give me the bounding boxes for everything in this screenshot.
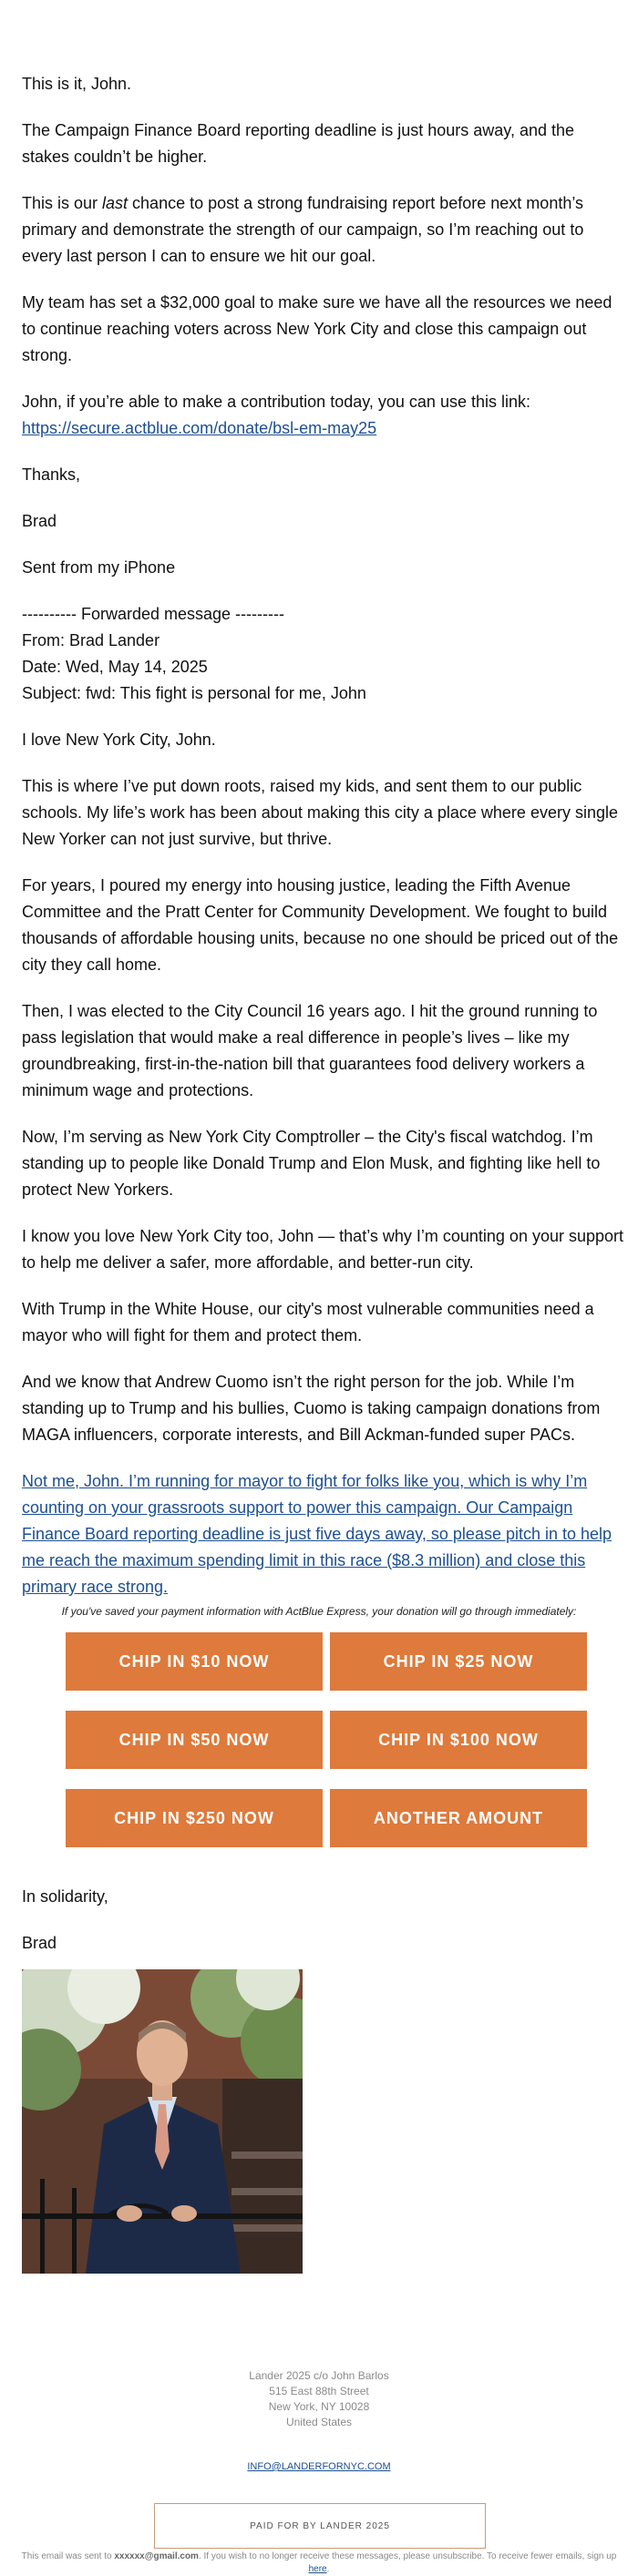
address-line: United States [285,2416,353,2428]
chip-in-25-button[interactable]: CHIP IN $25 NOW [330,1632,587,1691]
forward-subject: Subject: fwd: This fight is personal for me, John [22,684,366,702]
paragraph: I know you love New York City too, John — that’s why I’m counting on your support to help me deliver a safer, more affordable, and better-run city. [22,1227,624,1272]
forwarded-header [22,601,623,707]
appeal-link[interactable]: Not me, John. I’m running for mayor to fight for folks like you, which is why I’m counting on your grassroots support to power this campaign. Our Campaign Finance Board reporting deadline is just five days away, so please pitch in to help me reach the maximum spending limit in this race ($8.3 million) and close this primary race strong. [22,1472,612,1596]
paragraph: The Campaign Finance Board reporting deadline is just hours away, and the stakes couldn’t be higher. [22,121,575,166]
contact-email-link[interactable]: INFO@LANDERFORNYC.COM [247,2461,391,2472]
text: John, if you’re able to make a contribution today, you can use this link: [22,393,530,411]
sign-off: Thanks, [22,465,81,484]
email-body [22,71,623,1620]
closing [22,1884,108,1977]
candidate-photo-illustration [22,1969,303,2274]
chip-in-250-button[interactable]: CHIP IN $250 NOW [66,1789,323,1847]
address-line: Lander 2025 c/o John Barlos [249,2369,389,2382]
unsubscribe-note [18,2550,620,2576]
paragraph: This is where I’ve put down roots, raised my kids, and sent them to our public schools. My life’s work has been about making this city a place where every single New Yorker can not just survive, but thrive. [22,777,618,848]
recipient-email: xxxxxx@gmail.com [114,2551,199,2561]
text: This email was sent to [21,2551,115,2561]
paragraph: And we know that Andrew Cuomo isn’t the right person for the job. While I’m standing up to Trump and his bullies, Cuomo is taking campaign donations from MAGA influencers, corporate interests, and Bill Ackman-funded super PACs. [22,1373,601,1444]
paragraph [22,190,623,270]
paragraph: I love New York City, John. [22,731,216,749]
forward-date: Date: Wed, May 14, 2025 [22,658,208,676]
address-line: New York, NY 10028 [268,2400,370,2413]
signup-here-link[interactable]: here [308,2564,327,2574]
signature: Brad [22,512,57,530]
donate-link[interactable]: https://secure.actblue.com/donate/bsl-em-may25 [22,419,377,437]
emphasis: last [102,194,129,212]
text: chance to post a strong fundraising report before next month’s primary and demonstrate the strength of our campaign, so I’m reaching out to every last person I can to ensure we hit our goal. [22,194,584,265]
actblue-express-note: If you've saved your payment information with ActBlue Express, your donation will go through immediately: [61,1605,577,1618]
closing-name: Brad [22,1934,57,1952]
footer-email [0,2461,638,2472]
text: . If you wish to no longer receive these messages, please unsubscribe. To receive fewer emails, sign up [198,2551,617,2561]
paragraph: Then, I was elected to the City Council 16 years ago. I hit the ground running to pass legislation that would make a real difference in people’s lives – like my groundbreaking, first-in-the-nation bill that guarantees food delivery workers a minimum wage and protections. [22,1002,598,1099]
footer-address [0,2368,638,2430]
paragraph: Now, I’m serving as New York City Comptroller – the City's fiscal watchdog. I’m standing up to people like Donald Trump and Elon Musk, and fighting like hell to protect New Yorkers. [22,1128,601,1199]
text: This is our [22,194,103,212]
paragraph: For years, I poured my energy into housing justice, leading the Fifth Avenue Committee and the Pratt Center for Community Development. We fought to build thousands of affordable housing units, because no one should be priced out of the city they call home. [22,876,619,974]
paragraph [22,389,623,442]
chip-in-100-button[interactable]: CHIP IN $100 NOW [330,1711,587,1769]
text: . [326,2564,330,2574]
paid-for-disclaimer: PAID FOR BY LANDER 2025 [154,2503,486,2549]
solidarity: In solidarity, [22,1887,108,1906]
another-amount-button[interactable]: ANOTHER AMOUNT [330,1789,587,1847]
forward-divider: ---------- Forwarded message --------- [22,605,284,623]
candidate-photo [22,1969,303,2274]
chip-in-10-button[interactable]: CHIP IN $10 NOW [66,1632,323,1691]
paragraph: My team has set a $32,000 goal to make sure we have all the resources we need to continue reaching voters across New York City and close this campaign out strong. [22,293,612,364]
forward-from: From: Brad Lander [22,631,160,649]
paragraph: With Trump in the White House, our city's most vulnerable communities need a mayor who will fight for them and protect them. [22,1300,594,1344]
address-line: 515 East 88th Street [269,2385,369,2397]
sent-from: Sent from my iPhone [22,558,176,577]
chip-in-50-button[interactable]: CHIP IN $50 NOW [66,1711,323,1769]
greeting: This is it, John. [22,75,132,93]
